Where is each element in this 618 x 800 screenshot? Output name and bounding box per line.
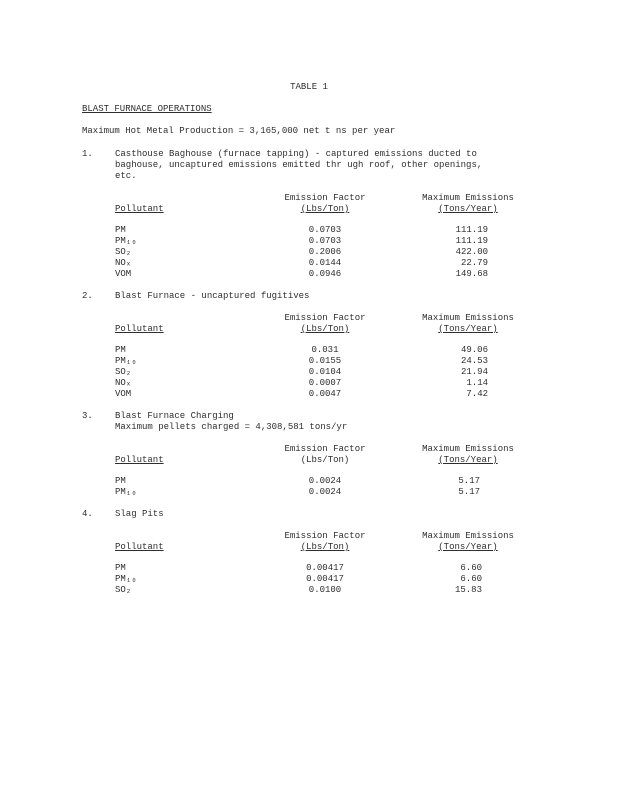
item-description: Maximum pellets charged = 4,308,581 tons/yr	[115, 422, 348, 432]
section-heading: BLAST FURNACE OPERATIONS	[82, 104, 212, 114]
col-header-emission-factor-units: (Lbs/Ton)	[300, 324, 350, 334]
emissions-cell: 7.42	[466, 389, 488, 399]
emissions-cell: 5.17	[458, 487, 480, 497]
col-header-pollutant: Pollutant	[115, 455, 164, 465]
pollutant-cell: PM	[115, 345, 126, 355]
col-header-pollutant: Pollutant	[115, 204, 164, 214]
item-number: 4.	[82, 509, 93, 519]
factor-cell: 0.0024	[308, 476, 342, 486]
pollutant-cell: NOₓ	[115, 258, 132, 268]
emissions-cell: 24.53	[460, 356, 488, 366]
factor-cell: 0.0100	[308, 585, 342, 595]
item-description: etc.	[115, 171, 137, 181]
factor-cell: 0.031	[311, 345, 339, 355]
item-number: 3.	[82, 411, 93, 421]
pollutant-cell: NOₓ	[115, 378, 132, 388]
factor-cell: 0.0024	[308, 487, 342, 497]
emissions-cell: 49.06	[460, 345, 488, 355]
factor-cell: 0.0703	[308, 225, 342, 235]
max-production-line: Maximum Hot Metal Production = 3,165,000 net t ns per year	[82, 126, 396, 136]
factor-cell: 0.2006	[308, 247, 342, 257]
pollutant-cell: PM₁₀	[115, 574, 137, 584]
factor-cell: 0.0144	[308, 258, 342, 268]
col-header-emission-factor: Emission Factor	[284, 531, 366, 541]
factor-cell: 0.0703	[308, 236, 342, 246]
factor-cell: 0.0007	[308, 378, 342, 388]
pollutant-cell: SO₂	[115, 585, 132, 595]
table-title: TABLE 1	[290, 82, 328, 92]
col-header-max-emissions-units: (Tons/Year)	[438, 455, 498, 465]
pollutant-cell: PM	[115, 476, 126, 486]
factor-cell: 0.0047	[308, 389, 342, 399]
emissions-cell: 422.00	[455, 247, 488, 257]
emissions-cell: 22.79	[460, 258, 488, 268]
col-header-emission-factor: Emission Factor	[284, 313, 366, 323]
pollutant-cell: PM₁₀	[115, 487, 137, 497]
col-header-max-emissions: Maximum Emissions	[422, 193, 514, 203]
pollutant-cell: SO₂	[115, 247, 132, 257]
col-header-max-emissions: Maximum Emissions	[422, 444, 514, 454]
col-header-emission-factor: Emission Factor	[284, 444, 366, 454]
col-header-emission-factor: Emission Factor	[284, 193, 366, 203]
pollutant-cell: PM	[115, 225, 126, 235]
factor-cell: 0.0155	[308, 356, 342, 366]
item-description: Slag Pits	[115, 509, 164, 519]
col-header-pollutant: Pollutant	[115, 542, 164, 552]
emissions-cell: 149.68	[455, 269, 488, 279]
pollutant-cell: VOM	[115, 389, 132, 399]
emissions-cell: 21.94	[460, 367, 488, 377]
col-header-emission-factor-units: (Lbs/Ton)	[300, 542, 350, 552]
emissions-cell: 111.19	[455, 225, 488, 235]
pollutant-cell: PM	[115, 563, 126, 573]
item-description: Blast Furnace - uncaptured fugitives	[115, 291, 310, 301]
col-header-max-emissions-units: (Tons/Year)	[438, 542, 498, 552]
col-header-max-emissions-units: (Tons/Year)	[438, 204, 498, 214]
col-header-max-emissions: Maximum Emissions	[422, 313, 514, 323]
emissions-cell: 1.14	[466, 378, 488, 388]
emissions-cell: 6.60	[460, 563, 482, 573]
col-header-max-emissions-units: (Tons/Year)	[438, 324, 498, 334]
emissions-cell: 5.17	[458, 476, 480, 486]
factor-cell: 0.0946	[308, 269, 342, 279]
pollutant-cell: PM₁₀	[115, 356, 137, 366]
emissions-cell: 111.19	[455, 236, 488, 246]
factor-cell: 0.0104	[308, 367, 342, 377]
col-header-max-emissions: Maximum Emissions	[422, 531, 514, 541]
item-number: 2.	[82, 291, 93, 301]
factor-cell: 0.00417	[306, 574, 344, 584]
col-header-emission-factor-units: (Lbs/Ton)	[300, 204, 350, 214]
emissions-cell: 15.83	[454, 585, 482, 595]
item-description: baghouse, uncaptured emissions emitted thr ugh roof, other openings,	[115, 160, 483, 170]
col-header-pollutant: Pollutant	[115, 324, 164, 334]
item-description: Casthouse Baghouse (furnace tapping) - captured emissions ducted to	[115, 149, 477, 159]
pollutant-cell: VOM	[115, 269, 132, 279]
col-header-emission-factor-units: (Lbs/Ton)	[300, 455, 350, 465]
item-number: 1.	[82, 149, 93, 159]
emissions-cell: 6.60	[460, 574, 482, 584]
factor-cell: 0.00417	[306, 563, 344, 573]
pollutant-cell: PM₁₀	[115, 236, 137, 246]
pollutant-cell: SO₂	[115, 367, 132, 377]
item-description: Blast Furnace Charging	[115, 411, 234, 421]
